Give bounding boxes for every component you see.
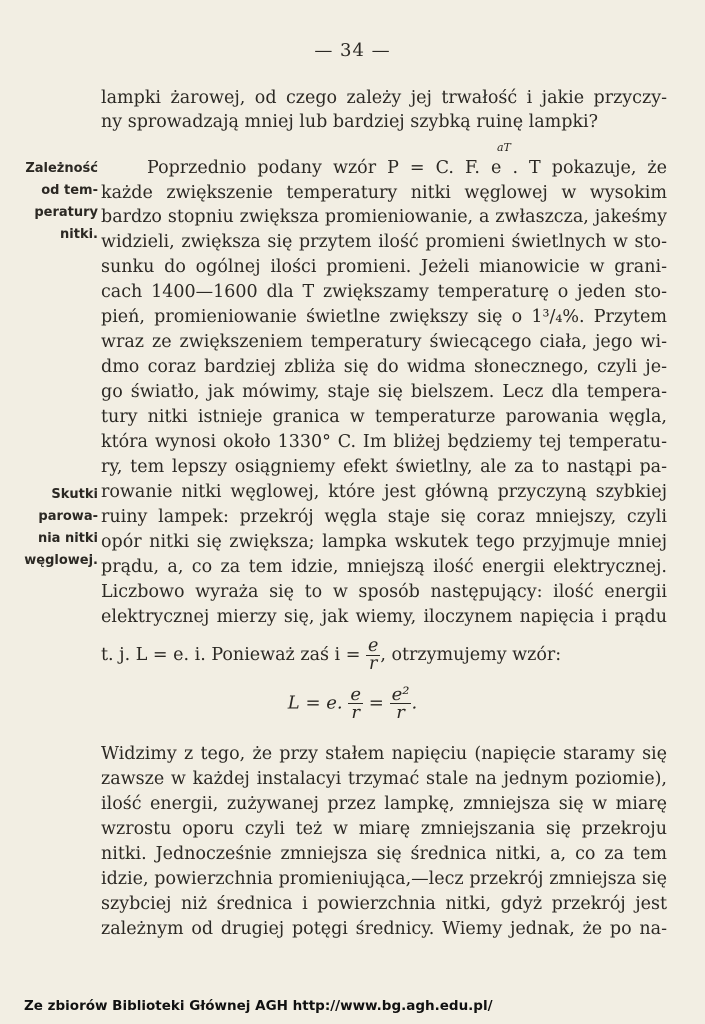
margin-note-line: węglowej.	[24, 553, 98, 568]
text-line: opór nitki się zwiększa; lampka wskutek tego przyjmuje mniej	[101, 532, 667, 552]
text-line: widzieli, zwiększa się przytem ilość promieni świetlnych w sto-	[101, 232, 667, 252]
text-line: sunku do ogólnej ilości promieni. Jeżeli mianowicie w grani-	[101, 257, 667, 277]
text-line: Poprzednio podany wzór P = C. F. e . T pokazuje, że	[147, 158, 667, 178]
text-line: tury nitki istnieje granica w temperaturze parowania węgla,	[101, 407, 667, 427]
text-line: lampki żarowej, od czego zależy jej trwałość i jakie przyczy-	[101, 88, 667, 108]
formula-exponent: aT	[497, 141, 511, 154]
text-line: wraz ze zwiększeniem temperatury świecącego ciała, jego wi-	[101, 332, 667, 352]
text-line: Liczbowo wyraża się to w sposób następujący: ilość energii	[101, 582, 667, 602]
text-line: która wynosi około 1330° C. Im bliżej będziemy tej temperatu-	[101, 432, 667, 452]
margin-note-line: nia nitki	[37, 531, 98, 546]
text-line: rowanie nitki węglowej, które jest główną przyczyną szybkiej	[101, 482, 667, 502]
text-line: wzrostu oporu czyli też w miarę zmniejszania się przekroju	[101, 819, 667, 839]
margin-note-line: od tem-	[41, 183, 98, 198]
fraction-denominator: r	[351, 702, 360, 723]
text-line: nitki. Jednocześnie zmniejsza się średnica nitki, a, co za tem	[101, 844, 667, 864]
margin-note-line: Zależność	[25, 161, 98, 176]
text-line: prądu, a, co za tem idzie, mniejszą ilość energii elektrycznej.	[101, 557, 667, 577]
fraction-numerator: e	[350, 684, 362, 705]
text-line: ny sprowadzają mniej lub bardziej szybką ruinę lampki?	[101, 112, 599, 132]
inline-formula-line	[101, 638, 667, 673]
page-number: — 34 —	[314, 40, 391, 61]
fraction-numerator: e	[367, 636, 379, 656]
margin-note-line: parowa-	[38, 509, 98, 524]
text-line: cach 1400—1600 dla T zwiększamy temperaturę o jeden sto-	[101, 282, 667, 302]
text-line: idzie, powierzchnia promieniująca,—lecz przekrój zmniejsza się	[101, 869, 667, 889]
margin-note	[18, 158, 98, 246]
text-line: bardzo stopniu zwiększa promieniowanie, a zwłaszcza, jakeśmy	[101, 207, 667, 227]
fraction	[348, 686, 363, 721]
fraction-denominator: r	[396, 702, 405, 723]
text-line: szybciej niż średnica i powierzchnia nitki, gdyż przekrój jest	[101, 894, 667, 914]
text-line: zawsze w każdej instalacyi trzymać stale na jednym poziomie),	[101, 769, 667, 789]
display-formula	[0, 686, 705, 721]
fraction-numerator: e²	[391, 684, 410, 705]
text-line: elektrycznej mierzy się, jak wiemy, iloczynem napięcia i prądu	[101, 607, 667, 627]
text-line: zależnym od drugiej potęgi średnicy. Wiemy jednak, że po na-	[101, 919, 667, 939]
formula-prefix: t. j. L = e. i. Ponieważ zaś i =	[101, 645, 361, 665]
margin-note-line: Skutki	[51, 487, 98, 502]
margin-note-line: nitki.	[60, 227, 98, 242]
fraction	[366, 638, 380, 673]
text-line: ry, tem lepszy osiągniemy efekt świetlny, ale za to nastąpi pa-	[101, 457, 667, 477]
margin-note	[18, 484, 98, 572]
fraction-denominator: r	[368, 654, 378, 674]
text-line: pień, promieniowanie świetlne zwiększy się o 1³/₄%. Przytem	[101, 307, 667, 327]
text-line: Widzimy z tego, że przy stałem napięciu (napięcie staramy się	[101, 744, 667, 764]
margin-note-line: peratury	[34, 205, 98, 220]
text-line: każde zwiększenie temperatury nitki węglowej w wysokim	[101, 183, 667, 203]
formula-suffix: , otrzymujemy wzór:	[380, 645, 562, 665]
text-line: dmo coraz bardziej zbliża się do widma słonecznego, czyli je-	[101, 357, 667, 377]
formula-lhs: L = e.	[287, 692, 343, 714]
text-line: ilość energii, zużywanej przez lampkę, zmniejsza się w miarę	[101, 794, 667, 814]
text-line: go światło, jak mówimy, staje się bielszem. Lecz dla tempera-	[101, 382, 667, 402]
fraction	[390, 686, 412, 721]
library-footer: Ze zbiorów Biblioteki Głównej AGH http://www.bg.agh.edu.pl/	[24, 998, 493, 1014]
equals-sign: =	[368, 692, 384, 714]
text-line: ruiny lampek: przekrój węgla staje się coraz mniejszy, czyli	[101, 507, 667, 527]
formula-end: .	[411, 692, 418, 714]
